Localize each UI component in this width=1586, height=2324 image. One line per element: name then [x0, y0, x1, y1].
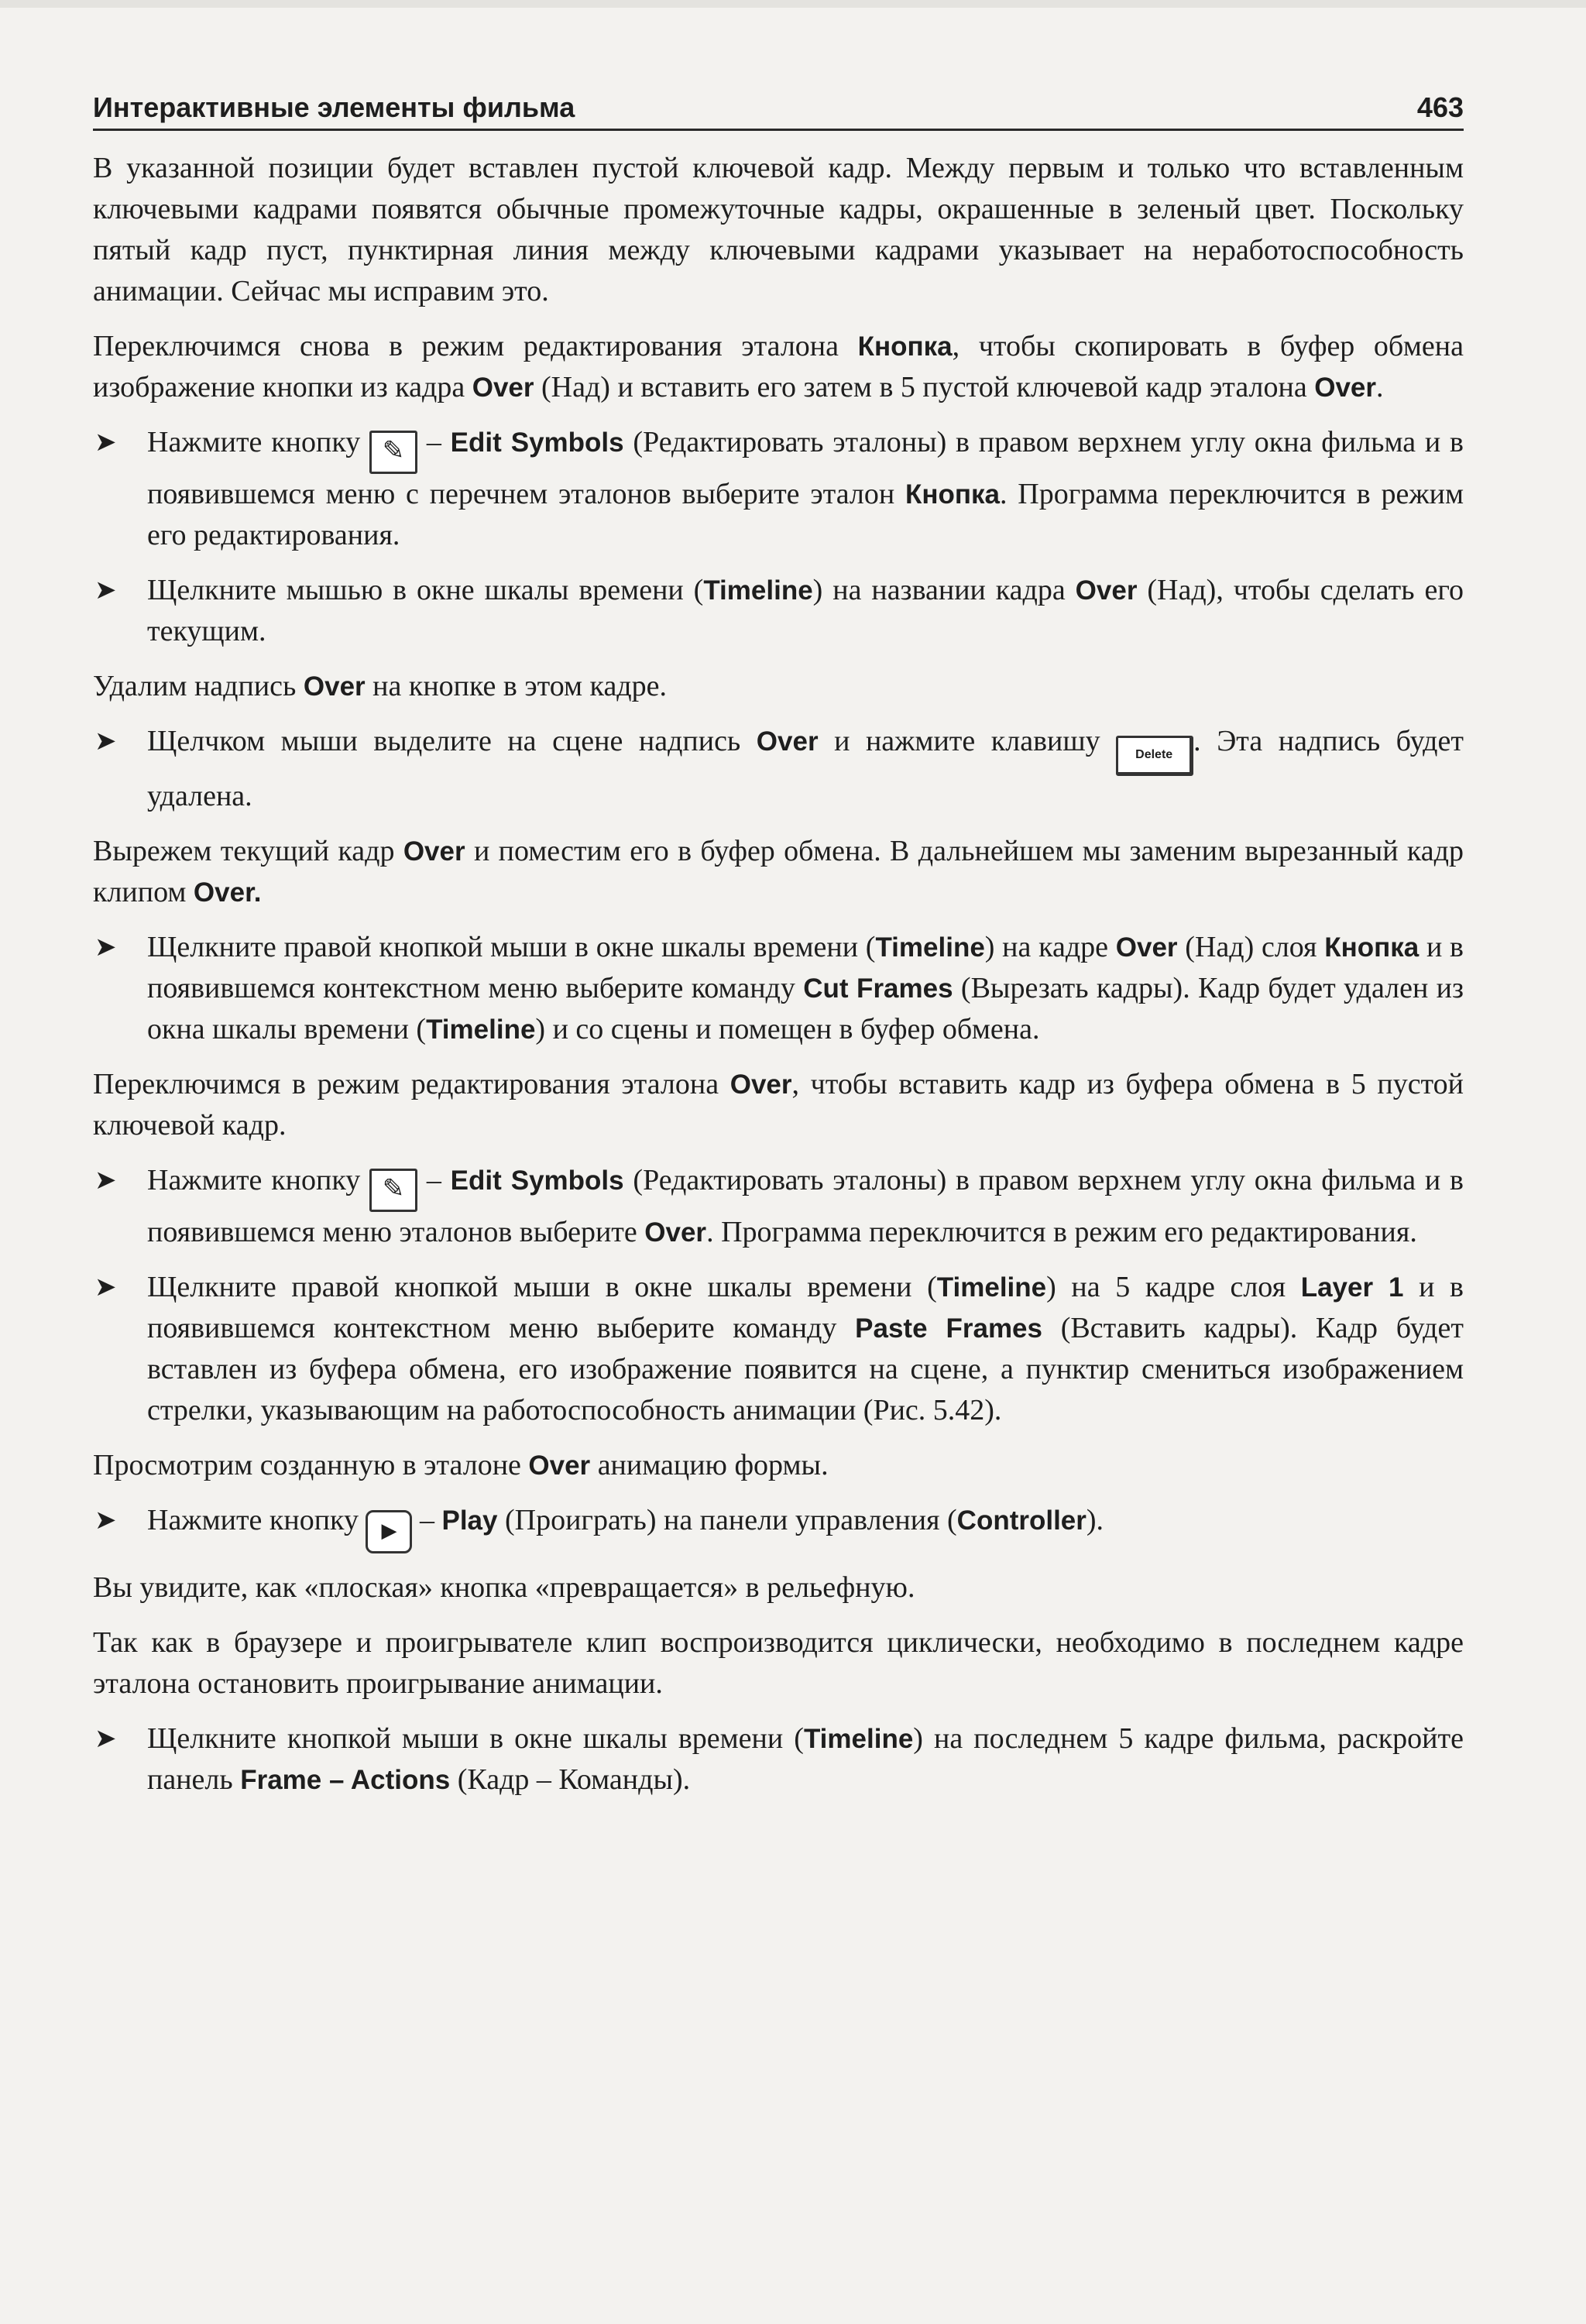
bullet-arrow-icon: ➤	[94, 1506, 117, 1535]
bullet-arrow-icon: ➤	[94, 933, 117, 962]
play-icon: ▶	[366, 1510, 412, 1553]
edit-symbols-icon: ✎	[369, 431, 417, 474]
paragraph: Переключимся снова в режим редактирования эталона Кнопка, чтобы скопировать в буфер обмена изображение кнопки из кадра Over (Над) и вставить его затем в 5 пустой ключевой кадр эталона Over.	[93, 330, 1464, 403]
scan-edge	[0, 0, 1586, 8]
bullet-arrow-icon: ➤	[94, 428, 117, 457]
list-item: ➤ Щелкните мышью в окне шкалы времени (Timeline) на названии кадра Over (Над), чтобы сделать его текущим.	[93, 570, 1464, 652]
paragraph: Просмотрим созданную в эталоне Over анимацию формы.	[93, 1449, 829, 1481]
list-item: ➤ Нажмите кнопку ✎ – Edit Symbols (Редактировать эталоны) в правом верхнем углу окна фильма и в появившемся меню эталонов выберите Over. Программа переключится в режим его редактирования.	[93, 1160, 1464, 1253]
bullet-arrow-icon: ➤	[94, 1725, 117, 1753]
list-item: ➤ Щелкните кнопкой мыши в окне шкалы времени (Timeline) на последнем 5 кадре фильма, раскройте панель Frame – Actions (Кадр – Команды).	[93, 1718, 1464, 1800]
list-item: ➤ Нажмите кнопку ▶ – Play (Проиграть) на панели управления (Controller).	[93, 1500, 1464, 1553]
list-item: ➤ Нажмите кнопку ✎ – Edit Symbols (Редактировать эталоны) в правом верхнем углу окна фильма и в появившемся меню с перечнем эталонов выберите эталон Кнопка. Программа переключится в режим его редактирования.	[93, 422, 1464, 556]
list-item: ➤ Щелкните правой кнопкой мыши в окне шкалы времени (Timeline) на 5 кадре слоя Layer 1 и в появившемся контекстном меню выберите команду Paste Frames (Вставить кадры). Кадр будет вставлен из буфера обмена, его изображение появится на сцене, а пунктир смениться изображением стрелки, указывающим на работоспособность анимации (Рис. 5.42).	[93, 1267, 1464, 1431]
paragraph: Вы увидите, как «плоская» кнопка «превращается» в рельефную.	[93, 1571, 915, 1604]
running-head	[93, 91, 1464, 131]
list-item: ➤ Щелчком мыши выделите на сцене надпись Over и нажмите клавишу Delete . Эта надпись будет удалена.	[93, 721, 1464, 817]
delete-key-icon: Delete	[1116, 736, 1193, 776]
paragraph: Переключимся в режим редактирования эталона Over, чтобы вставить кадр из буфера обмена в 5 пустой ключевой кадр.	[93, 1068, 1464, 1141]
bullet-arrow-icon: ➤	[94, 1273, 117, 1302]
paragraph: В указанной позиции будет вставлен пустой ключевой кадр. Между первым и только что вставленным ключевыми кадрами появятся обычные промежуточные кадры, окрашенные в зеленый цвет. Поскольку пятый кадр пуст, пунктирная линия между ключевыми кадрами указывает на неработоспособность анимации. Сейчас мы исправим это.	[93, 152, 1464, 307]
paragraph: Удалим надпись Over на кнопке в этом кадре.	[93, 670, 668, 702]
chapter-title: Интерактивные элементы фильма	[93, 91, 575, 123]
bullet-arrow-icon: ➤	[94, 727, 117, 756]
book-page	[93, 91, 1464, 1814]
paragraph: Так как в браузере и проигрывателе клип воспроизводится циклически, необходимо в последнем кадре эталона остановить проигрывание анимации.	[93, 1626, 1464, 1700]
edit-symbols-icon: ✎	[369, 1169, 417, 1212]
bullet-arrow-icon: ➤	[94, 576, 117, 605]
list-item: ➤ Щелкните правой кнопкой мыши в окне шкалы времени (Timeline) на кадре Over (Над) слоя Кнопка и в появившемся контекстном меню выберите команду Cut Frames (Вырезать кадры). Кадр будет удален из окна шкалы времени (Timeline) и со сцены и помещен в буфер обмена.	[93, 927, 1464, 1050]
page-number: 463	[1416, 91, 1464, 123]
paragraph: Вырежем текущий кадр Over и поместим его в буфер обмена. В дальнейшем мы заменим вырезанный кадр клипом Over.	[93, 835, 1464, 908]
bullet-arrow-icon: ➤	[94, 1166, 117, 1195]
